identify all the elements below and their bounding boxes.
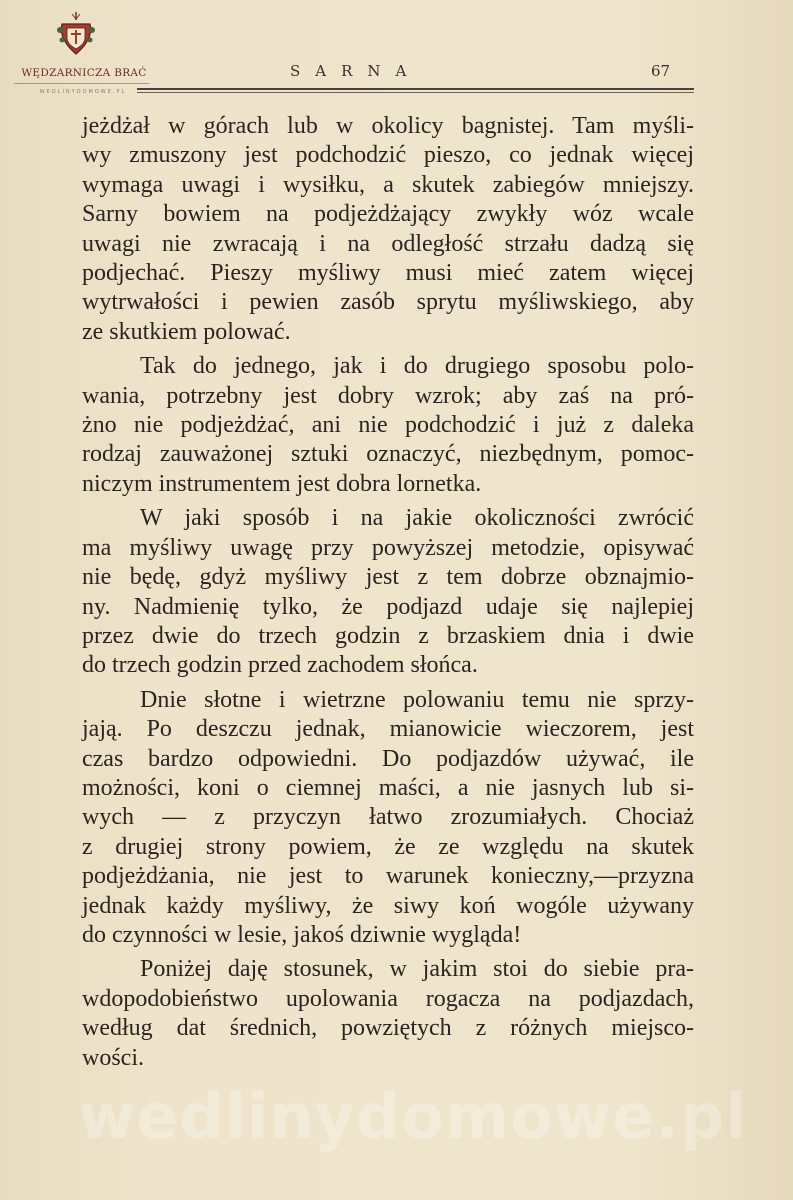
text-line: wdopodobieństwo upolowania rogacza na podjazdach, — [82, 985, 694, 1012]
text-line: do czynności w lesie, jakoś dziwnie wygląda! — [82, 921, 522, 948]
text-line: wych — z przyczyn łatwo zrozumiałych. Chociaż — [82, 804, 694, 831]
text-line: ze skutkiem polować. — [82, 318, 291, 345]
coat-of-arms-icon — [56, 10, 96, 60]
text-line: Poniżej daję stosunek, w jakim stoi do siebie pra- — [140, 956, 694, 983]
logo-divider — [14, 83, 149, 84]
text-line: niczym instrumentem jest dobra lornetka. — [82, 470, 482, 497]
text-line: wy zmuszony jest podchodzić pieszo, co jednak więcej — [82, 142, 694, 169]
text-line: nie będę, gdyż myśliwy jest z tem dobrze obznajmio- — [82, 564, 694, 591]
text-line: z drugiej strony powiem, że ze względu na skutek — [82, 833, 694, 860]
page-number: 67 — [651, 62, 671, 80]
text-line: wania, potrzebny jest dobry wzrok; aby zaś na pró- — [82, 382, 694, 409]
text-line: Dnie słotne i wietrzne polowaniu temu nie sprzy- — [140, 686, 694, 713]
text-line: wymaga uwagi i wysiłku, a skutek zabiegów mniejszy. — [82, 171, 694, 198]
site-logo[interactable] — [14, 10, 147, 100]
text-line: rodzaj zauważonej sztuki oznaczyć, niezbędnym, pomoc- — [82, 441, 694, 468]
paragraph — [82, 112, 694, 347]
text-line: wości. — [82, 1044, 144, 1071]
text-line: jają. Po deszczu jednak, mianowicie wieczorem, jest — [82, 716, 694, 743]
paragraph — [82, 686, 694, 951]
text-line: Sarny bowiem na podjeżdżający zwykły wóz wcale — [82, 201, 694, 228]
text-line: podjechać. Pieszy myśliwy musi mieć zatem więcej — [82, 260, 694, 287]
text-line: jeżdżał w górach lub w okolicy bagnistej. Tam myśli- — [82, 113, 694, 139]
logo-title: WĘDZARNICZA BRAĆ — [21, 67, 147, 79]
text-line: do trzech godzin przed zachodem słońca. — [82, 652, 478, 679]
text-line: W jaki sposób i na jakie okoliczności zwrócić — [140, 505, 694, 532]
text-line: ma myśliwy uwagę przy powyższej metodzie, opisywać — [82, 534, 694, 561]
text-line: wytrwałości i pewien zasób sprytu myśliwskiego, aby — [82, 289, 694, 316]
text-line: jednak każdy myśliwy, że siwy koń wogóle używany — [82, 892, 694, 919]
text-line: podjeżdżania, nie jest to warunek konieczny,—przyzna — [82, 863, 694, 890]
header-rule-thin — [137, 92, 694, 93]
text-line: żno nie podjeżdżać, ani nie podchodzić i już z daleka — [82, 412, 694, 439]
text-line: możności, koni o ciemnej maści, a nie jasnych lub si- — [82, 774, 694, 801]
logo-subtitle: WEDLINYDOMOWE.PL — [39, 89, 127, 95]
text-line: ny. Nadmienię tylko, że podjazd udaje się najlepiej — [82, 593, 694, 620]
header-rule — [137, 88, 694, 90]
paragraph — [82, 504, 694, 680]
text-line: czas bardzo odpowiedni. Do podjazdów używać, ile — [82, 745, 694, 772]
text-line: Tak do jednego, jak i do drugiego sposobu polo- — [140, 353, 694, 380]
text-line: uwagi nie zwracają i na odległość strzału dadzą się — [82, 230, 694, 257]
page-body — [82, 112, 694, 1073]
text-line: przez dwie do trzech godzin z brzaskiem dnia i dwie — [82, 622, 694, 649]
running-title: SARNA — [290, 62, 422, 80]
watermark: wedlinydomowe.pl — [78, 1080, 748, 1153]
paragraph — [82, 352, 694, 499]
paragraph — [82, 955, 694, 1073]
text-line: według dat średnich, powziętych z różnych miejsco- — [82, 1015, 694, 1042]
